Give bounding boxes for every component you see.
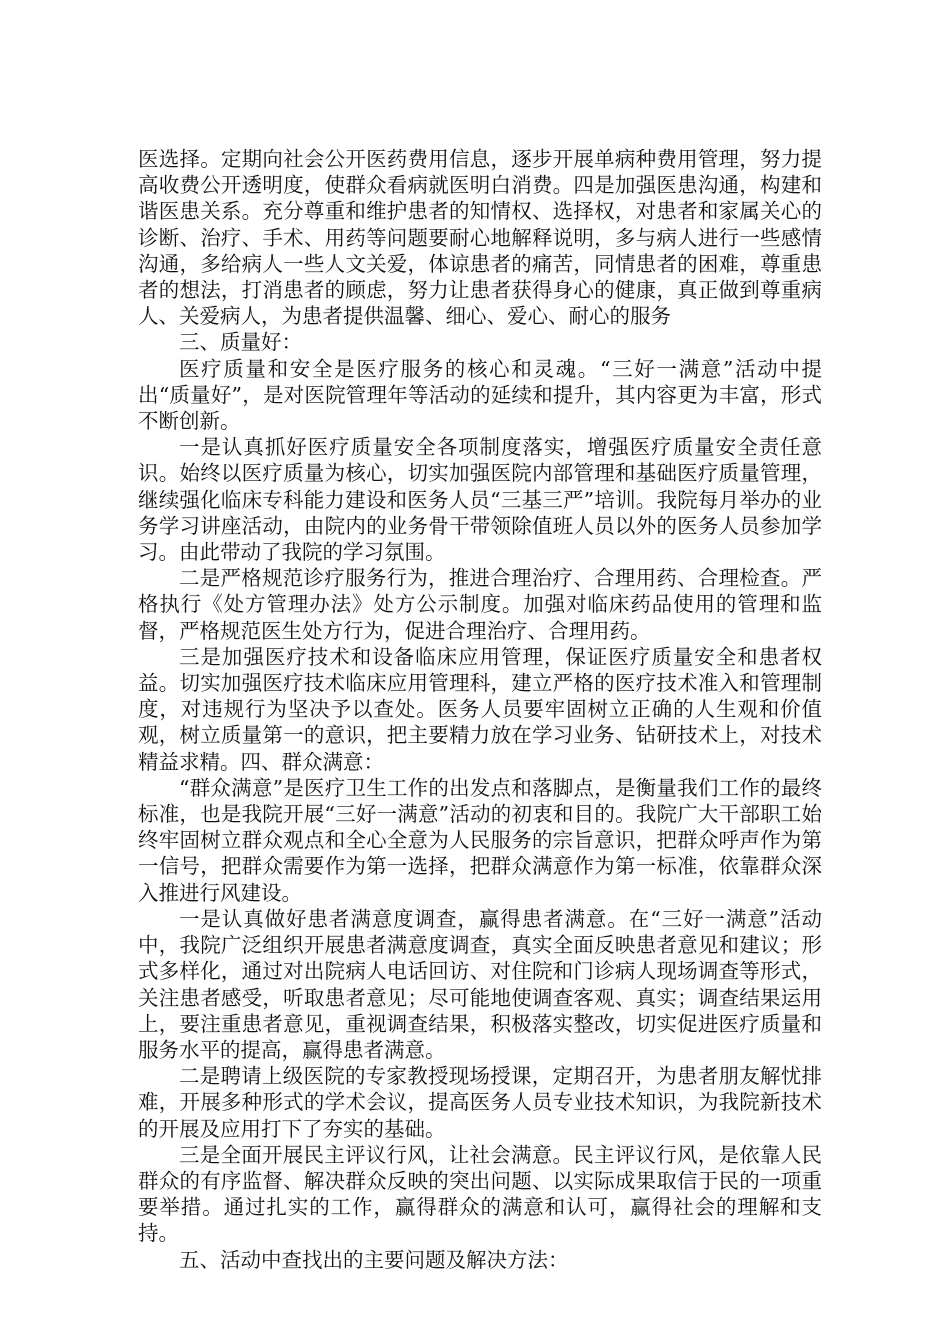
paragraph-continuation: 医选择。定期向社会公开医药费用信息，逐步开展单病种费用管理，努力提高收费公开透明度，使群众看病就医明白消费。四是加强医患沟通，构建和谐医患关系。充分尊重和维护患者的知情权、选择权，对患者和家属关心的诊断、治疗、手术、用药等问题要耐心地解释说明，多与病人进行一些感情沟通，多给病人一些人文关爱，体谅患者的痛苦，同情患者的困难，尊重患者的想法，打消患者的顾虑，努力让患者获得身心的健康，真正做到尊重病人、关爱病人，为患者提供温馨、细心、爱心、耐心的服务 bbox=[138, 147, 822, 329]
section-heading-problems: 五、活动中查找出的主要问题及解决方法： bbox=[179, 1247, 569, 1272]
section-heading-quality: 三、质量好： bbox=[179, 330, 302, 355]
paragraph-satisfaction-intro: “群众满意”是医疗卫生工作的出发点和落脚点，是衡量我们工作的最终标准，也是我院开展“三好一满意”活动的初衷和目的。我院广大干部职工始终牢固树立群众观点和全心全意为人民服务的宗旨意识，把群众呼声作为第一信号，把群众需要作为第一选择，把群众满意作为第一标准，依靠群众深入推进行风建设。 bbox=[138, 775, 822, 905]
paragraph-satisfaction-point-2: 二是聘请上级医院的专家教授现场授课，定期召开，为患者朋友解忧排难，开展多种形式的学术会议，提高医务人员专业技术知识，为我院新技术的开展及应用打下了夯实的基础。 bbox=[138, 1064, 822, 1141]
paragraph-quality-intro: 医疗质量和安全是医疗服务的核心和灵魂。“三好一满意”活动中提出“质量好”，是对医院管理年等活动的延续和提升，其内容更为丰富，形式不断创新。 bbox=[138, 356, 822, 434]
paragraph-satisfaction-point-1: 一是认真做好患者满意度调查，赢得患者满意。在“三好一满意”活动中，我院广泛组织开展患者满意度调查，真实全面反映患者意见和建议；形式多样化，通过对出院病人电话回访、对住院和门诊病人现场调查等形式，关注患者感受，听取患者意见；尽可能地使调查客观、真实；调查结果运用上，要注重患者意见，重视调查结果，积极落实整改，切实促进医疗质量和服务水平的提高，赢得患者满意。 bbox=[138, 906, 822, 1062]
document-page bbox=[138, 146, 822, 1273]
paragraph-quality-point-1: 一是认真抓好医疗质量安全各项制度落实，增强医疗质量安全责任意识。始终以医疗质量为核心，切实加强医院内部管理和基础医疗质量管理，继续强化临床专科能力建设和医务人员“三基三严”培训。我院每月举办的业务学习讲座活动，由院内的业务骨干带领除值班人员以外的医务人员参加学习。由此带动了我院的学习氛围。 bbox=[138, 435, 822, 565]
paragraph-quality-point-2: 二是严格规范诊疗服务行为，推进合理治疗、合理用药、合理检查。严格执行《处方管理办法》处方公示制度。加强对临床药品使用的管理和监督，严格规范医生处方行为，促进合理治疗、合理用药。 bbox=[138, 566, 822, 643]
paragraph-satisfaction-point-3: 三是全面开展民主评议行风，让社会满意。民主评议行风，是依靠人民群众的有序监督、解决群众反映的突出问题、以实际成果取信于民的一项重要举措。通过扎实的工作，赢得群众的满意和认可，赢得社会的理解和支持。 bbox=[138, 1142, 822, 1246]
paragraph-quality-point-3: 三是加强医疗技术和设备临床应用管理，保证医疗质量安全和患者权益。切实加强医疗技术临床应用管理科，建立严格的医疗技术准入和管理制度，对违规行为坚决予以查处。医务人员要牢固树立正确的人生观和价值观，树立质量第一的意识，把主要精力放在学习业务、钻研技术上，对技术精益求精。四、群众满意： bbox=[138, 644, 822, 774]
